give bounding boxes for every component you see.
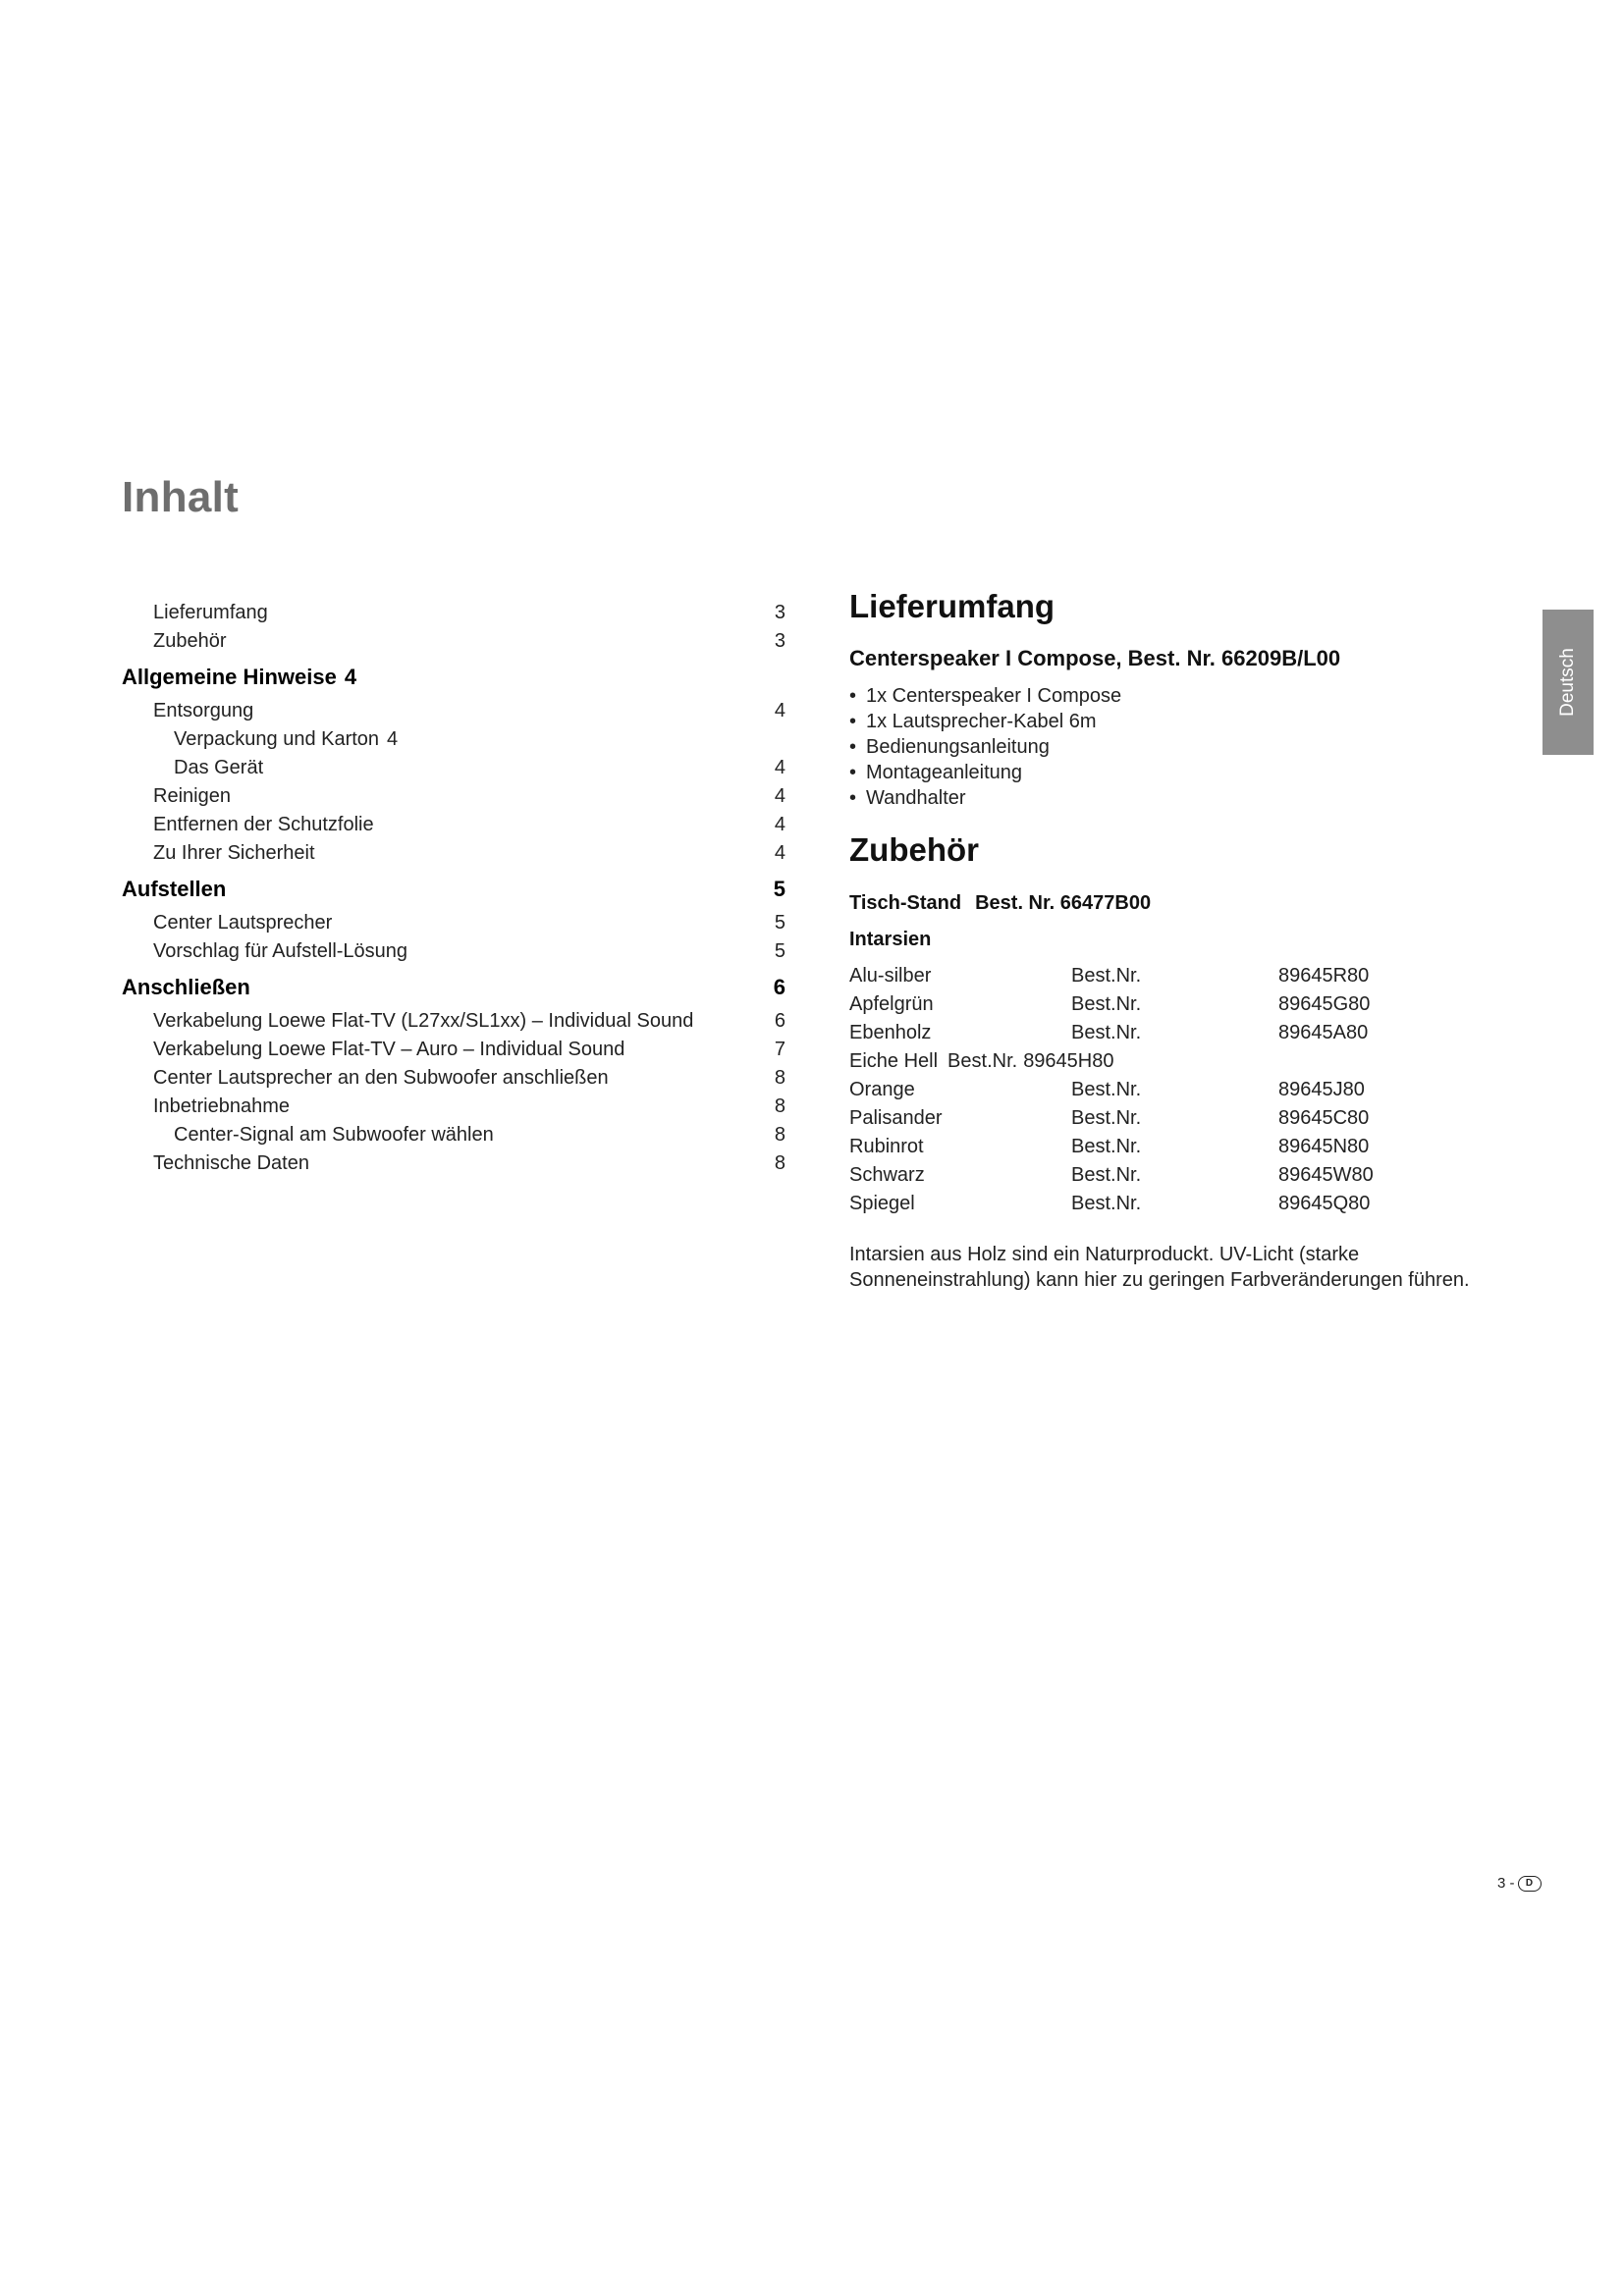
- toc-entry-label: Verkabelung Loewe Flat-TV – Auro – Individual Sound: [153, 1039, 625, 1060]
- toc-entry-page: 6: [774, 1010, 785, 1032]
- toc-entry[interactable]: [122, 662, 785, 693]
- toc-entry[interactable]: [122, 909, 785, 937]
- toc-entry-label: Zubehör: [153, 630, 227, 652]
- order-code: 89645C80: [1278, 1107, 1370, 1129]
- order-code: 89645N80: [1278, 1136, 1370, 1157]
- toc-entry-page: 7: [774, 1039, 785, 1060]
- toc-entry-label: Technische Daten: [153, 1152, 309, 1174]
- toc-entry-page: 5: [773, 877, 785, 901]
- toc-entry-page: 3: [774, 630, 785, 652]
- order-label: Best.Nr.: [1071, 993, 1142, 1015]
- toc-entry-page: 4: [774, 700, 785, 721]
- order-label: Best.Nr.: [947, 1050, 1018, 1072]
- page-footer: [1497, 1875, 1542, 1892]
- order-code: 89645G80: [1278, 993, 1371, 1015]
- toc-entry-page: 5: [774, 940, 785, 962]
- order-code: 89645W80: [1278, 1164, 1374, 1186]
- toc-entry-label: Center Lautsprecher: [153, 912, 333, 934]
- toc-entry-page: 4: [774, 785, 785, 807]
- veneer-heading: Intarsien: [849, 929, 932, 950]
- toc-entry[interactable]: [122, 1093, 785, 1121]
- toc-entry[interactable]: [122, 697, 785, 725]
- toc-entry-page: 8: [774, 1152, 785, 1174]
- toc-entry[interactable]: [122, 937, 785, 966]
- table-of-contents: [122, 599, 785, 1178]
- page-title: Inhalt: [122, 473, 240, 521]
- toc-entry-page: 8: [774, 1067, 785, 1089]
- table-row: [849, 1019, 1537, 1047]
- toc-entry[interactable]: [122, 1007, 785, 1036]
- table-stand-row: [849, 889, 1537, 918]
- order-label: Best.Nr.: [1071, 1164, 1142, 1186]
- toc-entry-page: 5: [774, 912, 785, 934]
- toc-entry-page: 8: [774, 1095, 785, 1117]
- toc-entry-label: Center Lautsprecher an den Subwoofer anschließen: [153, 1067, 609, 1089]
- veneer-name: Rubinrot: [849, 1136, 924, 1157]
- list-item: • 1x Centerspeaker I Compose: [849, 683, 1537, 709]
- page-number: 3 -: [1497, 1875, 1515, 1892]
- toc-entry-label: Entsorgung: [153, 700, 254, 721]
- toc-entry-label: Zu Ihrer Sicherheit: [153, 842, 315, 864]
- language-tab-label: Deutsch: [1557, 648, 1578, 717]
- toc-entry-label: Inbetriebnahme: [153, 1095, 290, 1117]
- toc-entry-page: 3: [774, 602, 785, 623]
- order-label: Best.Nr.: [1071, 1193, 1142, 1214]
- toc-entry[interactable]: [122, 839, 785, 868]
- order-label: Best.Nr.: [1071, 1022, 1142, 1043]
- table-row: [849, 1133, 1537, 1161]
- order-label: Best.Nr.: [1071, 965, 1142, 987]
- table-row: [849, 1190, 1537, 1218]
- veneer-name: Eiche Hell: [849, 1050, 939, 1072]
- toc-entry-page: 4: [344, 665, 357, 689]
- toc-entry-label: Verkabelung Loewe Flat-TV (L27xx/SL1xx) – Individual Sound: [153, 1010, 694, 1032]
- toc-entry-label: Anschließen: [122, 975, 250, 999]
- toc-entry-page: 4: [774, 814, 785, 835]
- toc-entry-page: 8: [774, 1124, 785, 1146]
- toc-entry[interactable]: [122, 782, 785, 811]
- toc-entry-label: Reinigen: [153, 785, 231, 807]
- list-item: • Wandhalter: [849, 785, 1537, 811]
- table-row: [849, 1104, 1537, 1133]
- table-row: [849, 1161, 1537, 1190]
- toc-entry[interactable]: [122, 1121, 785, 1149]
- table-stand-label: Tisch-Stand: [849, 892, 962, 914]
- veneer-name: Orange: [849, 1079, 915, 1100]
- toc-entry-label: Entfernen der Schutzfolie: [153, 814, 374, 835]
- toc-entry-label: Center-Signal am Subwoofer wählen: [174, 1124, 494, 1146]
- table-row: [849, 990, 1537, 1019]
- toc-entry[interactable]: [122, 1149, 785, 1178]
- veneer-table: [849, 962, 1537, 1218]
- order-code: 89645R80: [1278, 965, 1370, 987]
- product-subtitle: Centerspeaker I Compose, Best. Nr. 66209B/L00: [849, 646, 1341, 670]
- toc-entry-page: 4: [774, 842, 785, 864]
- toc-entry[interactable]: [122, 811, 785, 839]
- language-tab: [1543, 610, 1594, 755]
- toc-entry[interactable]: [122, 725, 785, 754]
- toc-entry-page: 6: [773, 975, 785, 999]
- toc-entry-page: 4: [387, 728, 399, 750]
- toc-entry-label: Das Gerät: [174, 757, 264, 778]
- veneer-note: Intarsien aus Holz sind ein Naturproduckt. UV-Licht (starke Sonneneinstrahlung) kann hier zu geringen Farbveränderungen führen.: [849, 1244, 1470, 1291]
- veneer-name: Alu-silber: [849, 965, 932, 987]
- order-code: 89645J80: [1278, 1079, 1365, 1100]
- toc-entry[interactable]: [122, 972, 785, 1003]
- table-row: [849, 1047, 1537, 1076]
- order-code: 89645H80: [1023, 1050, 1114, 1072]
- toc-entry[interactable]: [122, 874, 785, 905]
- toc-entry[interactable]: [122, 1064, 785, 1093]
- toc-entry[interactable]: [122, 599, 785, 627]
- order-label: Best.Nr.: [1071, 1136, 1142, 1157]
- table-row: [849, 1076, 1537, 1104]
- toc-entry-label: Verpackung und Karton: [174, 728, 380, 750]
- veneer-name: Palisander: [849, 1107, 943, 1129]
- veneer-name: Schwarz: [849, 1164, 925, 1186]
- list-item: • Bedienungsanleitung: [849, 734, 1537, 760]
- section-title-lieferumfang: Lieferumfang: [849, 588, 1056, 624]
- table-stand-code: Best. Nr. 66477B00: [975, 892, 1152, 914]
- scope-of-delivery-list: [849, 683, 1537, 811]
- toc-entry-page: 4: [774, 757, 785, 778]
- language-badge-icon: D: [1518, 1876, 1542, 1892]
- toc-entry-label: Lieferumfang: [153, 602, 268, 623]
- toc-entry-label: Aufstellen: [122, 877, 227, 901]
- list-item: • 1x Lautsprecher-Kabel 6m: [849, 709, 1537, 734]
- toc-entry[interactable]: [122, 1036, 785, 1064]
- toc-entry[interactable]: [122, 754, 785, 782]
- veneer-name: Apfelgrün: [849, 993, 934, 1015]
- veneer-name: Spiegel: [849, 1193, 915, 1214]
- table-row: [849, 962, 1537, 990]
- order-code: 89645Q80: [1278, 1193, 1371, 1214]
- list-item: • Montageanleitung: [849, 760, 1537, 785]
- order-label: Best.Nr.: [1071, 1079, 1142, 1100]
- content-column: [849, 585, 1537, 1293]
- section-title-zubehoer: Zubehör: [849, 831, 979, 868]
- toc-entry-label: Vorschlag für Aufstell-Lösung: [153, 940, 408, 962]
- toc-entry-label: Allgemeine Hinweise: [122, 665, 337, 689]
- order-code: 89645A80: [1278, 1022, 1369, 1043]
- toc-entry[interactable]: [122, 627, 785, 656]
- veneer-name: Ebenholz: [849, 1022, 932, 1043]
- order-label: Best.Nr.: [1071, 1107, 1142, 1129]
